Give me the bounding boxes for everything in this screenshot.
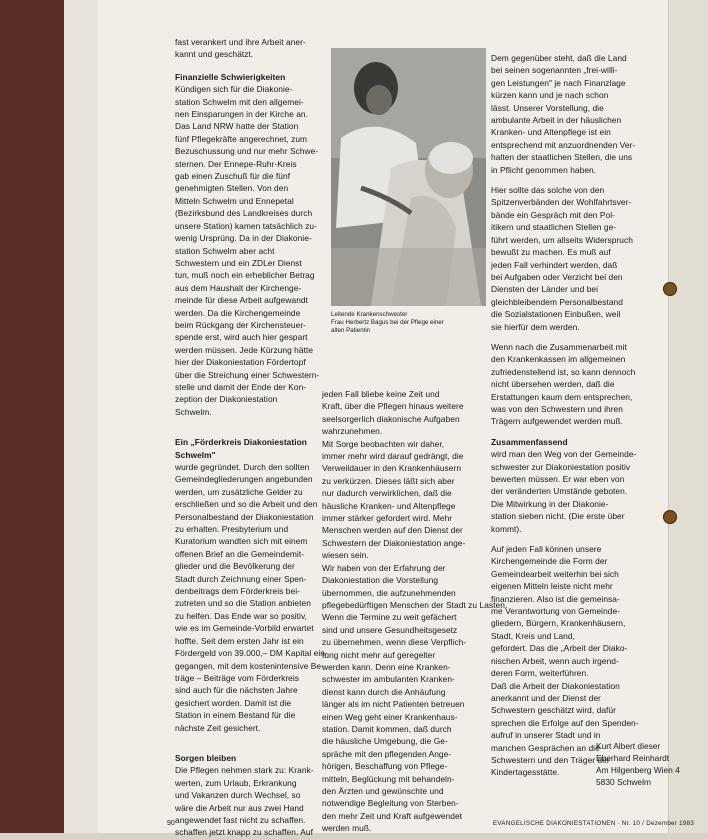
- text-line: den Ärzten und gewünschte und: [322, 786, 444, 796]
- signature-line: Am Hilgenberg Wien 4: [596, 765, 680, 775]
- text-line: Gemeindegliederungen angebunden: [175, 474, 313, 485]
- text-line: kannt und geschätzt.: [175, 49, 254, 60]
- text-line: halten der staatlichen Stellen, die uns: [491, 152, 633, 163]
- text-line: gab einen Zuschuß für die fünf: [175, 171, 291, 182]
- text-line: Wenn nach die Zusammenarbeit mit: [491, 341, 627, 352]
- text-line: einen Weg geht einer Krankenhaus-: [322, 711, 458, 722]
- photo-caption: [331, 311, 491, 335]
- text-line: Die Mitwirkung in der Diakonie-: [491, 498, 609, 509]
- caption-line: Leitende Krankenschwester: [331, 311, 408, 318]
- text-line: sternen. Der Ennepe-Ruhr-Kreis: [175, 158, 297, 169]
- text-line: Schwelm.: [175, 406, 212, 417]
- text-line: itikern und staatlichen Stellen ge-: [491, 222, 617, 233]
- page-edge-left: [64, 0, 99, 833]
- text-line: gesichert worden. Damit ist die: [175, 697, 292, 708]
- text-line: nur dadurch verwirklichen, daß die: [322, 488, 452, 499]
- text-line: Personalbestand der Diakoniestation: [175, 511, 314, 522]
- text-line: Kirchengemeinde die Form der: [491, 556, 608, 567]
- text-line: genehmigten Stellen. Von den: [175, 183, 289, 194]
- text-line: nächste Zeit gesichert.: [175, 722, 261, 733]
- text-line: seelsorgerlich diakonische Aufgaben: [322, 413, 460, 424]
- text-line: dienst kann durch die Anhäufung: [322, 686, 446, 697]
- text-line: der veränderten Umstände geboten.: [491, 486, 628, 497]
- text-line: Auf jeden Fall können unsere: [491, 544, 602, 555]
- text-line: zu verkürzen. Dieses läßt sich aber: [322, 475, 455, 486]
- text-line: station Schwelm aber acht: [175, 245, 275, 256]
- text-line: glieder und die Bevölkerung der: [175, 561, 295, 572]
- page-number: 90: [167, 820, 175, 827]
- text-line: bände ein Gespräch mit den Pol-: [491, 209, 615, 220]
- text-line: tung nicht mehr auf geregelter: [322, 649, 436, 660]
- text-line: deren Form, weiterführen.: [491, 668, 589, 679]
- text-line: zu erhalten. Presbyterium und: [175, 524, 289, 535]
- text-line: station sieben nicht. (Die erste über: [491, 511, 625, 522]
- text-line: kommt).: [491, 523, 522, 534]
- text-line: werden, um zusätzliche Gelder zu: [175, 486, 303, 497]
- text-line: bei seinen sogenannten „frei-willi-: [491, 65, 618, 76]
- text-line: wie es im Gemeinde-Vorbild erwartet: [175, 623, 314, 634]
- column-3: [491, 52, 666, 812]
- text-line: Die Pflegen nehmen stark zu: Krank-: [175, 765, 314, 776]
- text-line: länger als im nicht Patienten betreuen: [322, 699, 465, 710]
- heading-sorgen: Sorgen bleiben: [175, 752, 237, 763]
- text-line: meinde für diese Arbeit aufgewandt: [175, 295, 308, 306]
- heading-foerderkreis-2: Schwelm": [175, 449, 216, 460]
- text-line: Das Land NRW hatte der Station: [175, 121, 299, 132]
- text-line: (Bezirksbund des Landkreises durch: [175, 208, 313, 219]
- text-line: die Sozialstationen Einbußen, weil: [491, 309, 621, 320]
- text-line: schwester zur Diakoniestation positiv: [491, 461, 631, 472]
- text-line: bewerten müssen. Er war eben von: [491, 474, 625, 484]
- author-signature: [596, 740, 680, 788]
- text-line: angewendet fast nicht zu schaffen.: [175, 814, 306, 825]
- text-line: Schwestern und ein ZDLer Dienst: [175, 257, 302, 268]
- text-line: Menschen werden auf den Dienst der: [322, 525, 463, 536]
- text-line: entsprechend mit anzuordnenden Ver-: [491, 139, 636, 150]
- column-1: [175, 36, 330, 836]
- text-line: Bezuschussung und nur mehr Schwe-: [175, 146, 319, 157]
- text-line: übernommen, die aufzunehmenden: [322, 587, 456, 598]
- text-line: wäre die Arbeit nur aus zwei Hand: [175, 802, 304, 813]
- text-line: wenig Ursprüng. Da in der Diakonie-: [175, 233, 312, 244]
- text-line: anerkannt und der Dienst der: [491, 692, 601, 703]
- text-line: wahrzunehmen.: [322, 426, 383, 437]
- text-line: station. Damit kommen, daß durch: [322, 723, 452, 734]
- running-footer: EVANGELISCHE DIAKONIESTATIONEN · Nr. 10 / Dezember 1983: [493, 820, 695, 827]
- text-line: jeden Fall verhindert werden, daß: [491, 259, 618, 270]
- text-line: nen Einsparungen in der Kirche an.: [175, 109, 308, 120]
- text-line: kürzen kann und je nach schon: [491, 90, 609, 101]
- text-line: werten, zum Urlaub, Erkrankung: [175, 777, 297, 788]
- text-line: stelle und damit der Ende der Kon-: [175, 381, 307, 392]
- text-line: bewußt zu machen. Es muß auf: [491, 247, 611, 258]
- text-line: spräche mit den pflegenden Ange-: [322, 748, 452, 759]
- text-line: zu übernehmen, wenn diese Verpflich-: [322, 637, 467, 648]
- text-line: sie hierfür dem werden.: [491, 321, 580, 332]
- text-line: und Vakanzen durch Wechsel, so: [175, 790, 301, 801]
- text-line: immer stärker gefordert wird. Mehr: [322, 513, 453, 524]
- text-line: Erstattungen kaum dem entsprechen,: [491, 391, 633, 402]
- text-line: zeption der Diakoniestation: [175, 394, 278, 405]
- text-line: lässt. Unserer Vorstellung, die: [491, 102, 604, 113]
- text-line: finanzieren. Also ist die gemeinsa-: [491, 593, 620, 604]
- text-line: Mitteln Schwelm und Ennepetal: [175, 195, 294, 206]
- text-line: Kranken- und Altenpflege ist ein: [491, 127, 611, 138]
- text-line: Verweildauer in den Krankenhäusern: [322, 463, 462, 474]
- text-line: wird man den Weg von der Gemeinde-: [491, 449, 637, 460]
- text-line: Hier sollte das solche von den: [491, 185, 605, 196]
- text-line: gliedern, Bürgern, Krankenhäusern,: [491, 618, 626, 629]
- caption-line: alten Patientin: [331, 327, 371, 334]
- heading-finanzielle: Finanzielle Schwierigkeiten: [175, 71, 286, 82]
- text-line: über die Streichung einer Schwestern-: [175, 369, 320, 380]
- text-line: Station in einem Bestand für die: [175, 710, 296, 721]
- text-line: Schwestern geschätzt wird, dafür: [491, 705, 616, 716]
- photo-illustration: [331, 48, 486, 306]
- text-line: gegangen, mit dem kostenintensive Be-: [175, 660, 324, 671]
- caption-line: Frau Herbertz Bagus bei der Pflege einer: [331, 319, 444, 326]
- book-spine: [0, 0, 95, 833]
- signature-line: 5830 Schwelm: [596, 777, 651, 787]
- text-line: mitteln, Beglückung mit behandeln-: [322, 773, 455, 784]
- heading-foerderkreis-1: Ein „Förderkreis Diakoniestation: [175, 437, 307, 448]
- text-line: hörigen, Beschaffung von Pflege-: [322, 761, 448, 772]
- signature-line: Eberhard Reinhardt: [596, 753, 670, 763]
- signature-line: Kurt Albert dieser: [596, 741, 661, 751]
- heading-zusammenfassend: Zusammenfassend: [491, 436, 568, 447]
- text-line: eigenen Mitteln leiste nicht mehr: [491, 581, 613, 592]
- text-line: Mit Sorge beobachten wir daher,: [322, 438, 445, 449]
- text-line: wiesen sein.: [322, 550, 369, 561]
- text-line: träge – Beiträge vom Förderkreis: [175, 672, 300, 683]
- text-line: Fördergeld von 39.000,– DM Kapital ein-: [175, 648, 328, 659]
- text-line: Stadt, Kreis und Land,: [491, 630, 575, 641]
- text-line: denbeitrags dem Förderkreis bei-: [175, 586, 300, 597]
- text-line: tun, muß noch ein erheblicher Betrag: [175, 270, 315, 281]
- text-line: hoffte. Seit dem ersten Jahr ist ein: [175, 635, 304, 646]
- text-line: Kindertagesstätte.: [491, 767, 560, 778]
- text-line: zufriedenstellend ist, so kann dennoch: [491, 366, 636, 377]
- text-line: zutreten und so die Station anbieten: [175, 598, 311, 609]
- text-line: Gemeindearbeit weiterhin bei sich: [491, 568, 619, 579]
- text-line: hier der Diakoniestation Fördertopf: [175, 357, 306, 368]
- text-line: nicht übersehen werden, daß die: [491, 379, 615, 390]
- text-line: pflegebedürftigen Menschen der Stadt zu Lasten.: [322, 599, 508, 610]
- text-line: station Schwelm mit den allgemei-: [175, 96, 304, 107]
- text-line: Wenn die Termine zu weit gefächert: [322, 612, 457, 623]
- text-line: Kuratorium wandten sich mit einem: [175, 536, 308, 547]
- text-line: fünf Pflegekräfte angerechnet, zum: [175, 133, 308, 144]
- text-line: gen Leistungen" je nach Finanzlage: [491, 77, 626, 88]
- text-line: Daß die Arbeit der Diakoniestation: [491, 680, 620, 691]
- text-line: Diensten der Länder und bei: [491, 284, 599, 295]
- text-line: schaffen jetzt knapp zu schaffen. Auf: [175, 827, 313, 838]
- text-line: werden kann. Denn eine Kranken-: [322, 661, 451, 672]
- text-line: häusliche Kranken- und Altenpflege: [322, 500, 456, 511]
- text-line: Stadt durch Zeichnung einer Spen-: [175, 573, 307, 584]
- text-line: werden müssen. Jede Kürzung hätte: [175, 344, 314, 355]
- text-line: in Pflicht genommen haben.: [491, 164, 597, 175]
- text-line: erschließen und so die Arbeit und den: [175, 499, 318, 510]
- text-line: bei Aufgaben oder Verzicht bei den: [491, 271, 623, 282]
- text-line: spende erst, wird auch hier gespart: [175, 332, 308, 343]
- text-line: gefordert. Das die „Arbeit der Diako-: [491, 643, 628, 654]
- text-line: Diakoniestation die Vorstellung: [322, 575, 439, 586]
- text-line: Wir haben von der Erfahrung der: [322, 562, 446, 573]
- photo-nurse-patient: [331, 48, 486, 306]
- text-line: Spitzenverbänden der Wohlfahrtsver-: [491, 197, 632, 208]
- text-line: jeden Fall bliebe keine Zeit und: [322, 389, 440, 399]
- text-line: nischen Arbeit, wenn auch irgend-: [491, 655, 619, 666]
- text-line: werden muß.: [322, 823, 372, 834]
- page-edge-right: [668, 0, 708, 833]
- text-line: beim Rückgang der Kirchensteuer-: [175, 319, 307, 330]
- text-line: schwester im ambulanten Kranken-: [322, 674, 455, 685]
- text-line: sprechen die Erfolge auf den Spenden-: [491, 717, 639, 728]
- text-line: Kündigen sich für die Diakonie-: [175, 84, 293, 95]
- text-line: gleichbleibendem Personalbestand: [491, 296, 623, 307]
- text-line: Kraft, über die Pflegen hinaus weitere: [322, 401, 464, 412]
- text-line: sind auch für die nächsten Jahre: [175, 685, 298, 696]
- text-line: notwendige Begleitung von Sterben-: [322, 798, 459, 809]
- text-line: den mehr Zeit und Kraft aufgewendet: [322, 810, 463, 821]
- text-line: was von den Schwestern und ihren: [491, 403, 623, 414]
- text-line: fast verankert und ihre Arbeit aner-: [175, 37, 306, 47]
- text-line: zu helfen. Das Ende war so positiv,: [175, 610, 307, 621]
- text-line: unsere Station) kamen tatsächlich zu-: [175, 220, 317, 231]
- text-line: die häusliche Umgebung, die Ge-: [322, 736, 448, 747]
- text-line: aus dem Haushalt der Kirchenge-: [175, 282, 302, 293]
- text-line: werden. Da die Kirchengemeinde: [175, 307, 301, 318]
- text-line: me Verantwortung von Gemeinde-: [491, 606, 621, 617]
- text-line: manchen Gesprächen an die: [491, 742, 600, 753]
- text-line: Trägern aufgewendet werden muß.: [491, 416, 624, 427]
- text-line: Schwestern der Diakoniestation ange-: [322, 537, 466, 548]
- text-line: wurde gegründet. Durch den sollten: [175, 462, 310, 472]
- text-line: Dem gegenüber steht, daß die Land: [491, 53, 627, 63]
- text-line: immer mehr wird darauf gedrängt, die: [322, 451, 464, 462]
- text-line: ambulante Arbeit in der häuslichen: [491, 115, 622, 126]
- text-line: offenen Brief an die Gemeindemit-: [175, 548, 305, 559]
- text-line: Schwestern und den Träger der: [491, 754, 610, 765]
- text-line: den Krankenkassen im allgemeinen: [491, 354, 626, 365]
- text-line: führt werden, um allseits Widerspruch: [491, 234, 633, 245]
- text-line: sind und unsere Gesundheitsgesetz: [322, 624, 458, 635]
- text-line: aufruf in unserer Stadt und in: [491, 730, 601, 741]
